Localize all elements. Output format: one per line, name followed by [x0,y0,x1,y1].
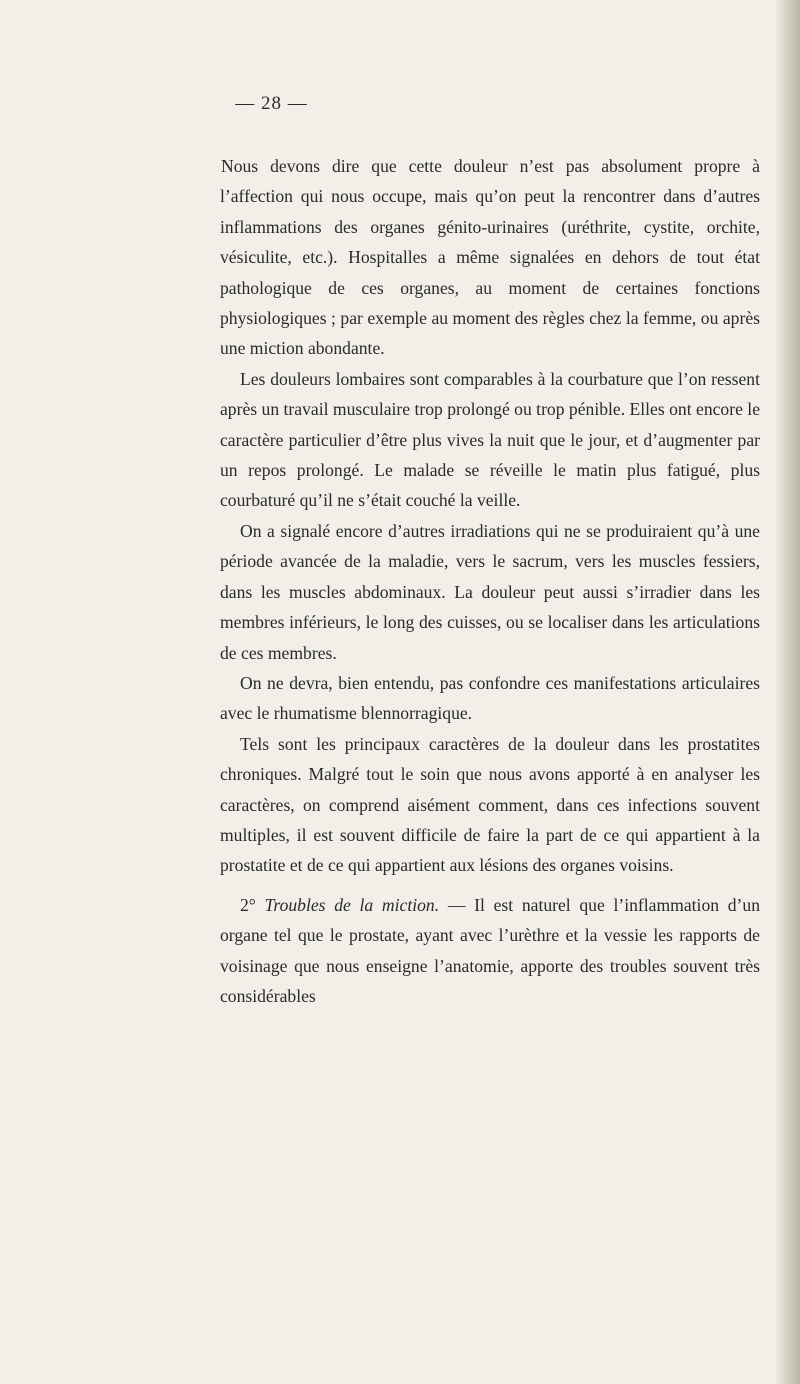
section-number: 2° [240,894,256,915]
page-number: — 28 — [235,93,308,114]
page-edge-shadow [774,0,800,1384]
section-paragraph [220,890,760,1012]
paragraph: Nous devons dire que cette douleur n’est pas absolument propre à l’affection qui nous occupe, mais qu’on peut la rencontrer dans d’autres inflammations des organes génito-urinaires (uréthrite, cystite, orchite, vésiculite, etc.). Hospitalles a même signalées en dehors de tout état pathologique de ces organes, au moment de certaines fonctions physiologiques ; par exemple au moment des règles chez la femme, ou après une miction abondante. [220,156,760,359]
body-text [220,151,760,1011]
paragraph: On a signalé encore d’autres irradiations qui ne se produiraient qu’à une période avancée de la maladie, vers le sacrum, vers les muscles fessiers, dans les muscles abdominaux. La douleur peut aussi s’irradier dans les membres inférieurs, le long des cuisses, ou se localiser dans les articulations de ces membres. [220,520,760,663]
paragraph: Les douleurs lombaires sont comparables à la courbature que l’on ressent après un travail musculaire trop prolongé ou trop pénible. Elles ont encore le caractère particulier d’être plus vives la nuit que le jour, et d’augmenter par un repos prolongé. Le malade se réveille le matin plus fatigué, plus courbaturé qu’il ne s’était couché la veille. [220,368,760,511]
paragraph: Tels sont les principaux caractères de la douleur dans les prostatites chroniques. Malgré tout le soin que nous avons apporté à en analyser les caractères, on comprend aisément comment, dans ces infections souvent multiples, il est souvent difficile de faire la part de ce qui appartient à la prostatite et de ce qui appartient aux lésions des organes voisins. [220,733,760,876]
section-text: — Il est naturel que l’inflammation d’un organe tel que le prostate, ayant avec l’urèthre et la vessie les rapports de voisinage que nous enseigne l’anatomie, apporte des troubles souvent très considérables [220,894,760,1006]
paragraph: On ne devra, bien entendu, pas confondre ces manifestations articulaires avec le rhumatisme blennorragique. [220,672,760,724]
section-title: Troubles de la miction. [264,894,440,915]
